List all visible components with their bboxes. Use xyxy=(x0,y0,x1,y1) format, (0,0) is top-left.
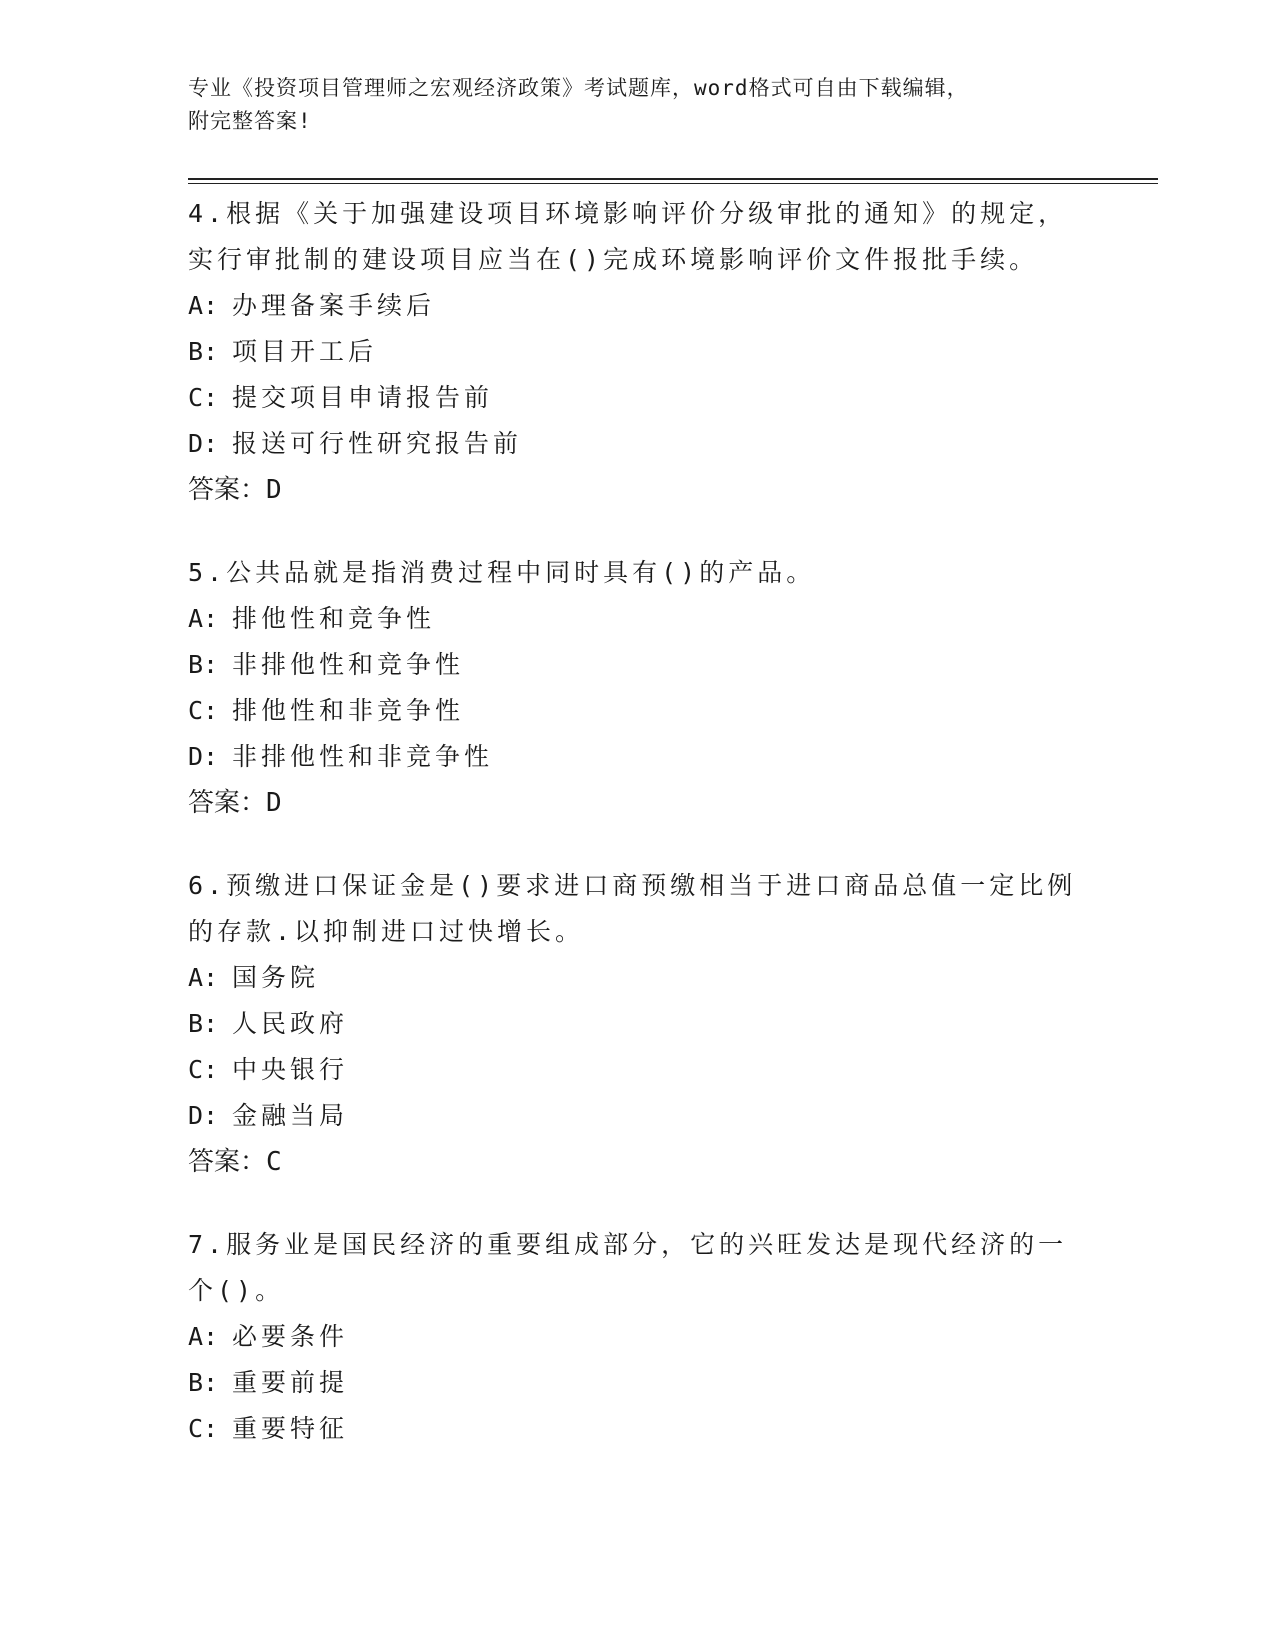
option-b xyxy=(188,1001,1168,1047)
question-stem xyxy=(188,550,1168,596)
option-text: 项目开工后 xyxy=(232,337,378,366)
option-d xyxy=(188,734,1168,780)
answer-value: C xyxy=(266,1147,282,1177)
answer-line xyxy=(188,467,1168,513)
option-letter: C: xyxy=(188,696,219,725)
header-divider-thin xyxy=(188,183,1158,184)
question-stem-line: 实行审批制的建设项目应当在()完成环境影响评价文件报批手续。 xyxy=(188,245,1039,274)
answer-label: 答案： xyxy=(188,475,267,505)
answer-label: 答案： xyxy=(188,1147,267,1177)
answer-value: D xyxy=(266,788,282,818)
option-b xyxy=(188,1360,1168,1406)
question-stem xyxy=(188,1222,1168,1314)
document-header xyxy=(188,72,1088,138)
header-line: 附完整答案! xyxy=(188,109,312,133)
option-text: 国务院 xyxy=(232,963,320,992)
question-stem-line: 4.根据《关于加强建设项目环境影响评价分级审批的通知》的规定， xyxy=(188,199,1068,228)
option-text: 人民政府 xyxy=(232,1009,349,1038)
option-letter: B: xyxy=(188,650,219,679)
option-text: 提交项目申请报告前 xyxy=(232,383,494,412)
question-stem-line: 6.预缴进口保证金是()要求进口商预缴相当于进口商品总值一定比例 xyxy=(188,871,1077,900)
option-text: 排他性和非竞争性 xyxy=(232,696,465,725)
option-c xyxy=(188,1047,1168,1093)
option-letter: B: xyxy=(188,337,219,366)
header-divider-thick xyxy=(188,178,1158,180)
answer-line xyxy=(188,780,1168,826)
answer-label: 答案： xyxy=(188,788,267,818)
answer-value: D xyxy=(266,475,282,505)
question-4 xyxy=(188,191,1168,513)
question-stem-line: 的存款.以抑制进口过快增长。 xyxy=(188,917,585,946)
option-c xyxy=(188,688,1168,734)
option-b xyxy=(188,329,1168,375)
option-text: 非排他性和非竞争性 xyxy=(232,742,494,771)
option-text: 办理备案手续后 xyxy=(232,291,436,320)
option-letter: C: xyxy=(188,383,219,412)
option-a xyxy=(188,596,1168,642)
option-letter: A: xyxy=(188,291,219,320)
option-d xyxy=(188,421,1168,467)
question-stem-line: 5.公共品就是指消费过程中同时具有()的产品。 xyxy=(188,558,816,587)
option-letter: B: xyxy=(188,1368,219,1397)
option-letter: C: xyxy=(188,1055,219,1084)
option-b xyxy=(188,642,1168,688)
option-letter: A: xyxy=(188,1322,219,1351)
option-letter: D: xyxy=(188,742,219,771)
option-d xyxy=(188,1093,1168,1139)
question-stem xyxy=(188,863,1168,955)
option-text: 必要条件 xyxy=(232,1322,349,1351)
option-letter: B: xyxy=(188,1009,219,1038)
question-5 xyxy=(188,550,1168,826)
option-a xyxy=(188,955,1168,1001)
question-7 xyxy=(188,1222,1168,1452)
header-line: 专业《投资项目管理师之宏观经济政策》考试题库，word格式可自由下载编辑， xyxy=(188,76,969,100)
option-letter: C: xyxy=(188,1414,219,1443)
answer-line xyxy=(188,1139,1168,1185)
option-text: 排他性和竞争性 xyxy=(232,604,436,633)
question-stem xyxy=(188,191,1168,283)
option-letter: D: xyxy=(188,429,219,458)
option-text: 重要前提 xyxy=(232,1368,349,1397)
option-text: 金融当局 xyxy=(232,1101,349,1130)
option-letter: D: xyxy=(188,1101,219,1130)
option-a xyxy=(188,283,1168,329)
question-stem-line: 7.服务业是国民经济的重要组成部分，它的兴旺发达是现代经济的一 xyxy=(188,1230,1068,1259)
question-list xyxy=(188,191,1168,1489)
option-letter: A: xyxy=(188,604,219,633)
option-c xyxy=(188,375,1168,421)
question-6 xyxy=(188,863,1168,1185)
option-c xyxy=(188,1406,1168,1452)
option-text: 非排他性和竞争性 xyxy=(232,650,465,679)
option-letter: A: xyxy=(188,963,219,992)
option-text: 报送可行性研究报告前 xyxy=(232,429,523,458)
option-text: 中央银行 xyxy=(232,1055,349,1084)
question-stem-line: 个()。 xyxy=(188,1276,285,1305)
option-a xyxy=(188,1314,1168,1360)
option-text: 重要特征 xyxy=(232,1414,349,1443)
